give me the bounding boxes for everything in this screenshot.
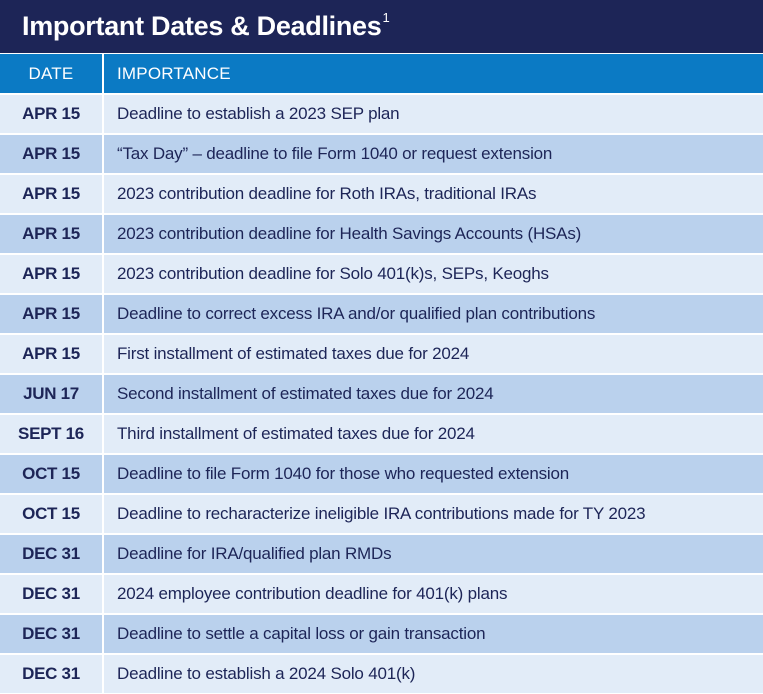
date-cell: OCT 15 <box>0 495 104 533</box>
title-bar <box>0 0 763 53</box>
importance-cell: Deadline to settle a capital loss or gain transaction <box>117 624 486 643</box>
date-cell: APR 15 <box>0 215 104 253</box>
title-text: Important Dates & Deadlines <box>22 11 382 41</box>
importance-cell: First installment of estimated taxes due for 2024 <box>117 344 470 363</box>
table-row <box>0 133 763 173</box>
date-cell: APR 15 <box>0 295 104 333</box>
date-cell: JUN 17 <box>0 375 104 413</box>
table-row <box>0 213 763 253</box>
importance-cell: 2023 contribution deadline for Roth IRAs, traditional IRAs <box>117 184 537 203</box>
table-row <box>0 293 763 333</box>
table-row <box>0 493 763 533</box>
table-row <box>0 573 763 613</box>
date-cell: APR 15 <box>0 335 104 373</box>
importance-cell: Deadline to file Form 1040 for those who requested extension <box>117 464 569 483</box>
date-cell: DEC 31 <box>0 575 104 613</box>
importance-cell: 2023 contribution deadline for Health Savings Accounts (HSAs) <box>117 224 582 243</box>
date-cell: OCT 15 <box>0 455 104 493</box>
importance-cell: Deadline to recharacterize ineligible IRA contributions made for TY 2023 <box>117 504 646 523</box>
importance-cell: Third installment of estimated taxes due for 2024 <box>117 424 475 443</box>
table-row <box>0 613 763 653</box>
table-row <box>0 533 763 573</box>
table-row <box>0 93 763 133</box>
table-row <box>0 253 763 293</box>
table-row <box>0 333 763 373</box>
date-cell: APR 15 <box>0 95 104 133</box>
importance-cell: 2023 contribution deadline for Solo 401(k)s, SEPs, Keoghs <box>117 264 549 283</box>
footnote-marker: 1 <box>382 10 390 25</box>
importance-cell: Deadline for IRA/qualified plan RMDs <box>117 544 392 563</box>
date-cell: SEPT 16 <box>0 415 104 453</box>
date-cell: DEC 31 <box>0 655 104 693</box>
importance-cell: Deadline to establish a 2023 SEP plan <box>117 104 400 123</box>
date-cell: DEC 31 <box>0 535 104 573</box>
page-title <box>22 10 390 41</box>
date-cell: APR 15 <box>0 135 104 173</box>
date-cell: DEC 31 <box>0 615 104 653</box>
importance-cell: 2024 employee contribution deadline for 401(k) plans <box>117 584 508 603</box>
table-row <box>0 653 763 693</box>
column-header-date: DATE <box>0 54 104 93</box>
importance-cell: “Tax Day” – deadline to file Form 1040 or request extension <box>117 144 553 163</box>
column-header-importance: IMPORTANCE <box>117 63 231 83</box>
importance-cell: Deadline to correct excess IRA and/or qualified plan contributions <box>117 304 596 323</box>
table-body <box>0 93 763 693</box>
table-row <box>0 453 763 493</box>
table-row <box>0 373 763 413</box>
date-cell: APR 15 <box>0 175 104 213</box>
importance-cell: Deadline to establish a 2024 Solo 401(k) <box>117 664 416 683</box>
table-row <box>0 413 763 453</box>
importance-cell: Second installment of estimated taxes due for 2024 <box>117 384 494 403</box>
table-row <box>0 173 763 213</box>
table-header <box>0 53 763 93</box>
date-cell: APR 15 <box>0 255 104 293</box>
